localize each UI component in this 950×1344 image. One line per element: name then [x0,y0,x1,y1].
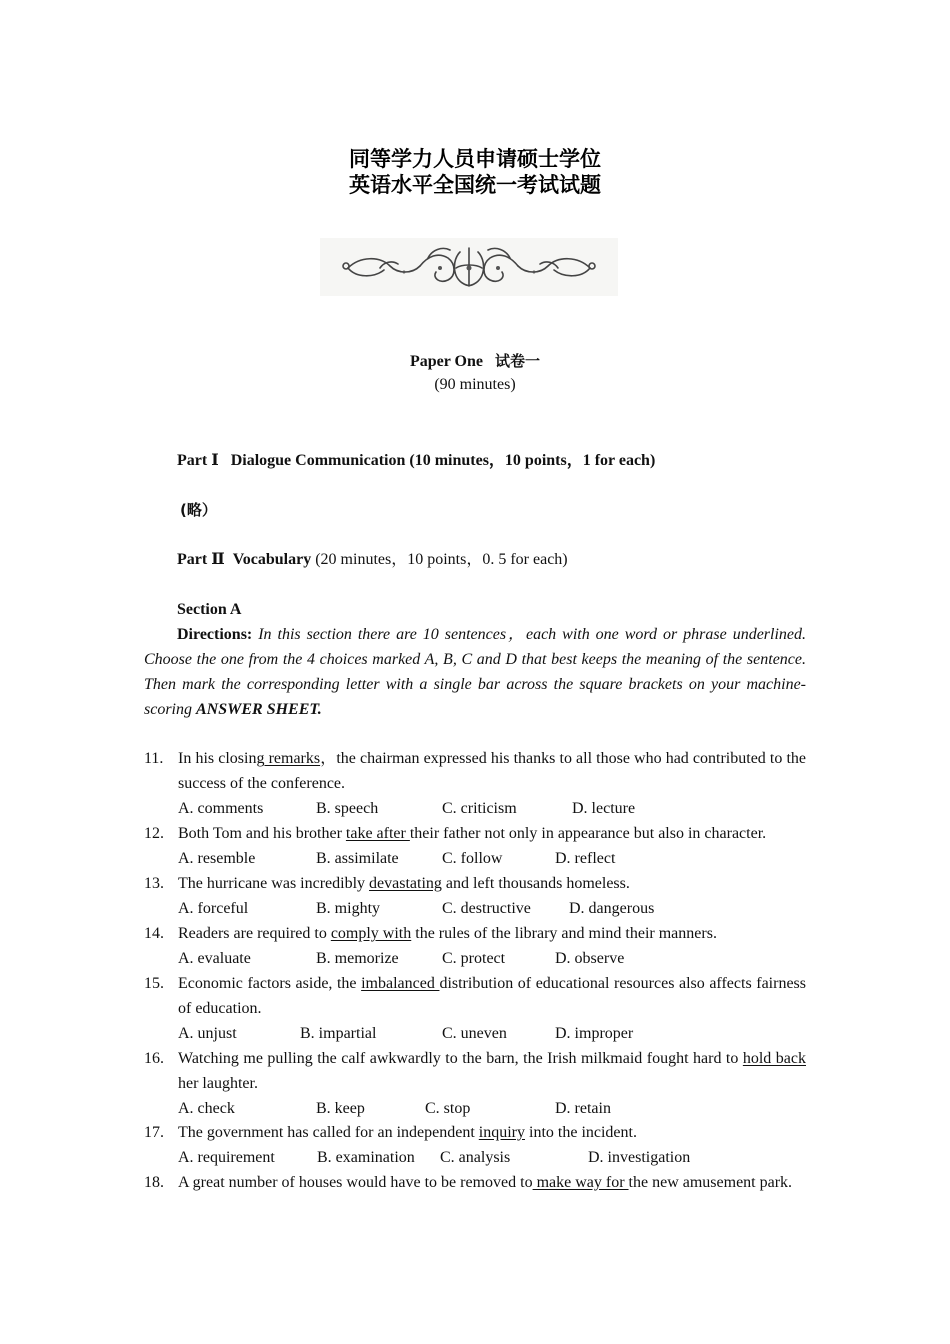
part2-detail: (20 minutes，10 points，0. 5 for each) [315,551,568,568]
answer-option: B. keep [316,1100,365,1117]
stem-text-before: Both Tom and his brother [178,825,346,842]
answer-option: C. protect [442,950,506,967]
answer-option: C. criticism [442,800,517,817]
stem-text-before: A great number of houses would have to be removed to [178,1174,533,1191]
question-item [144,1120,806,1170]
answer-option: A. unjust [178,1025,237,1042]
question-item [144,746,806,821]
answer-option: B. examination [317,1149,415,1166]
stem-text-after: her laughter. [178,1075,258,1092]
section-heading: Section A [177,601,242,618]
stem-text-before: Economic factors aside, the [178,975,362,992]
answer-option: C. analysis [440,1149,511,1166]
answer-option: A. resemble [178,850,256,867]
part1-title: Dialogue Communication (10 minutes，10 points，1 for each) [230,452,656,469]
question-number: 14. [144,925,164,942]
question-item [144,971,806,1046]
underlined-term: imbalanced [361,975,440,992]
answer-option: D. reflect [555,850,616,867]
answer-option: D. observe [555,950,625,967]
part1-label: Part Ⅰ [177,452,219,469]
part2-title: Vocabulary [232,551,312,568]
stem-text-after: ，the chairman expressed his thanks to all those who had contributed to the success of the conference. [178,750,807,792]
answer-option: D. investigation [588,1149,691,1166]
question-item [144,871,806,921]
part1-omitted: (略） [180,501,217,519]
underlined-term: remarks [264,750,321,767]
answer-options [178,1145,806,1170]
question-stem [178,921,806,946]
answer-options [178,896,806,921]
answer-option: C. follow [442,850,503,867]
paper-heading [0,350,950,371]
underlined-term: hold back [742,1050,806,1067]
answer-option: D. retain [555,1100,611,1117]
answer-option: A. comments [178,800,264,817]
question-stem [178,1170,806,1195]
paper-name: Paper One [409,353,483,370]
stem-text-after: the new amusement park. [628,1174,793,1191]
question-number: 13. [144,875,164,892]
answer-sheet-label: ANSWER SHEET. [196,701,322,718]
answer-option: C. uneven [442,1025,507,1042]
answer-options [178,846,806,871]
underlined-term: comply with [330,925,412,942]
question-item [144,1046,806,1121]
answer-option: A. evaluate [178,950,251,967]
paper-time: (90 minutes) [434,376,516,393]
stem-text-after: the rules of the library and mind their manners. [411,925,717,942]
question-number: 17. [144,1124,164,1141]
answer-option: D. lecture [572,800,636,817]
answer-option: A. check [178,1100,235,1117]
answer-options [178,1096,806,1121]
question-stem [178,746,806,796]
scroll-ornament-icon [320,238,618,296]
stem-text-after: distribution of educational resources also affects fairness of education. [178,975,807,1017]
question-number: 18. [144,1174,164,1191]
exam-title-line1: 同等学力人员申请硕士学位 [349,147,601,171]
directions-label: Directions: [177,626,253,643]
answer-option: B. impartial [300,1025,377,1042]
answer-options [178,1021,806,1046]
stem-text-before: Watching me pulling the calf awkwardly to the barn, the Irish milkmaid fought hard to [178,1050,743,1067]
stem-text-after: their father not only in appearance but also in character. [409,825,767,842]
answer-options [178,796,806,821]
part2-label: Part Ⅱ [177,551,225,568]
part2-heading [177,547,568,572]
stem-text-after: into the incident. [525,1124,637,1141]
answer-option: C. stop [425,1100,471,1117]
stem-text-before: In his closing [178,750,265,767]
question-item [144,821,806,871]
paper-name-cn: 试卷一 [495,352,541,370]
answer-option: D. dangerous [569,900,655,917]
answer-option: A. requirement [178,1149,275,1166]
exam-title-line2: 英语水平全国统一考试试题 [349,173,601,197]
question-stem [178,1046,806,1096]
question-number: 11. [144,750,164,767]
answer-option: A. forceful [178,900,249,917]
question-number: 16. [144,1050,164,1067]
underlined-term: inquiry [478,1124,525,1141]
underlined-term: take after [345,825,410,842]
question-stem [178,971,806,1021]
question-stem [178,871,806,896]
stem-text-after: and left thousands homeless. [441,875,630,892]
answer-option: B. memorize [316,950,399,967]
underlined-term: devastating [369,875,442,892]
directions-text: In this section there are 10 sentences，each with one word or phrase underlined. Choose the one from the 4 choices marked A, B, C and D that best keeps the meaning of the sentence. Then mark the corresponding letter with a single bar across the square brackets on your machine-scoring [144,626,807,718]
answer-option: D. improper [555,1025,634,1042]
answer-option: B. speech [316,800,379,817]
part1-heading [177,448,655,473]
question-item [144,1170,806,1195]
question-number: 15. [144,975,164,992]
stem-text-before: The government has called for an independent [178,1124,479,1141]
question-stem [178,821,806,846]
answer-option: C. destructive [442,900,531,917]
stem-text-before: The hurricane was incredibly [178,875,370,892]
answer-options [178,946,806,971]
answer-option: B. assimilate [316,850,399,867]
directions-paragraph [144,622,806,722]
question-number: 12. [144,825,164,842]
exam-title [0,146,950,198]
question-item [144,921,806,971]
question-stem [178,1120,806,1145]
answer-option: B. mighty [316,900,381,917]
stem-text-before: Readers are required to [178,925,331,942]
underlined-term: make way for [532,1174,629,1191]
